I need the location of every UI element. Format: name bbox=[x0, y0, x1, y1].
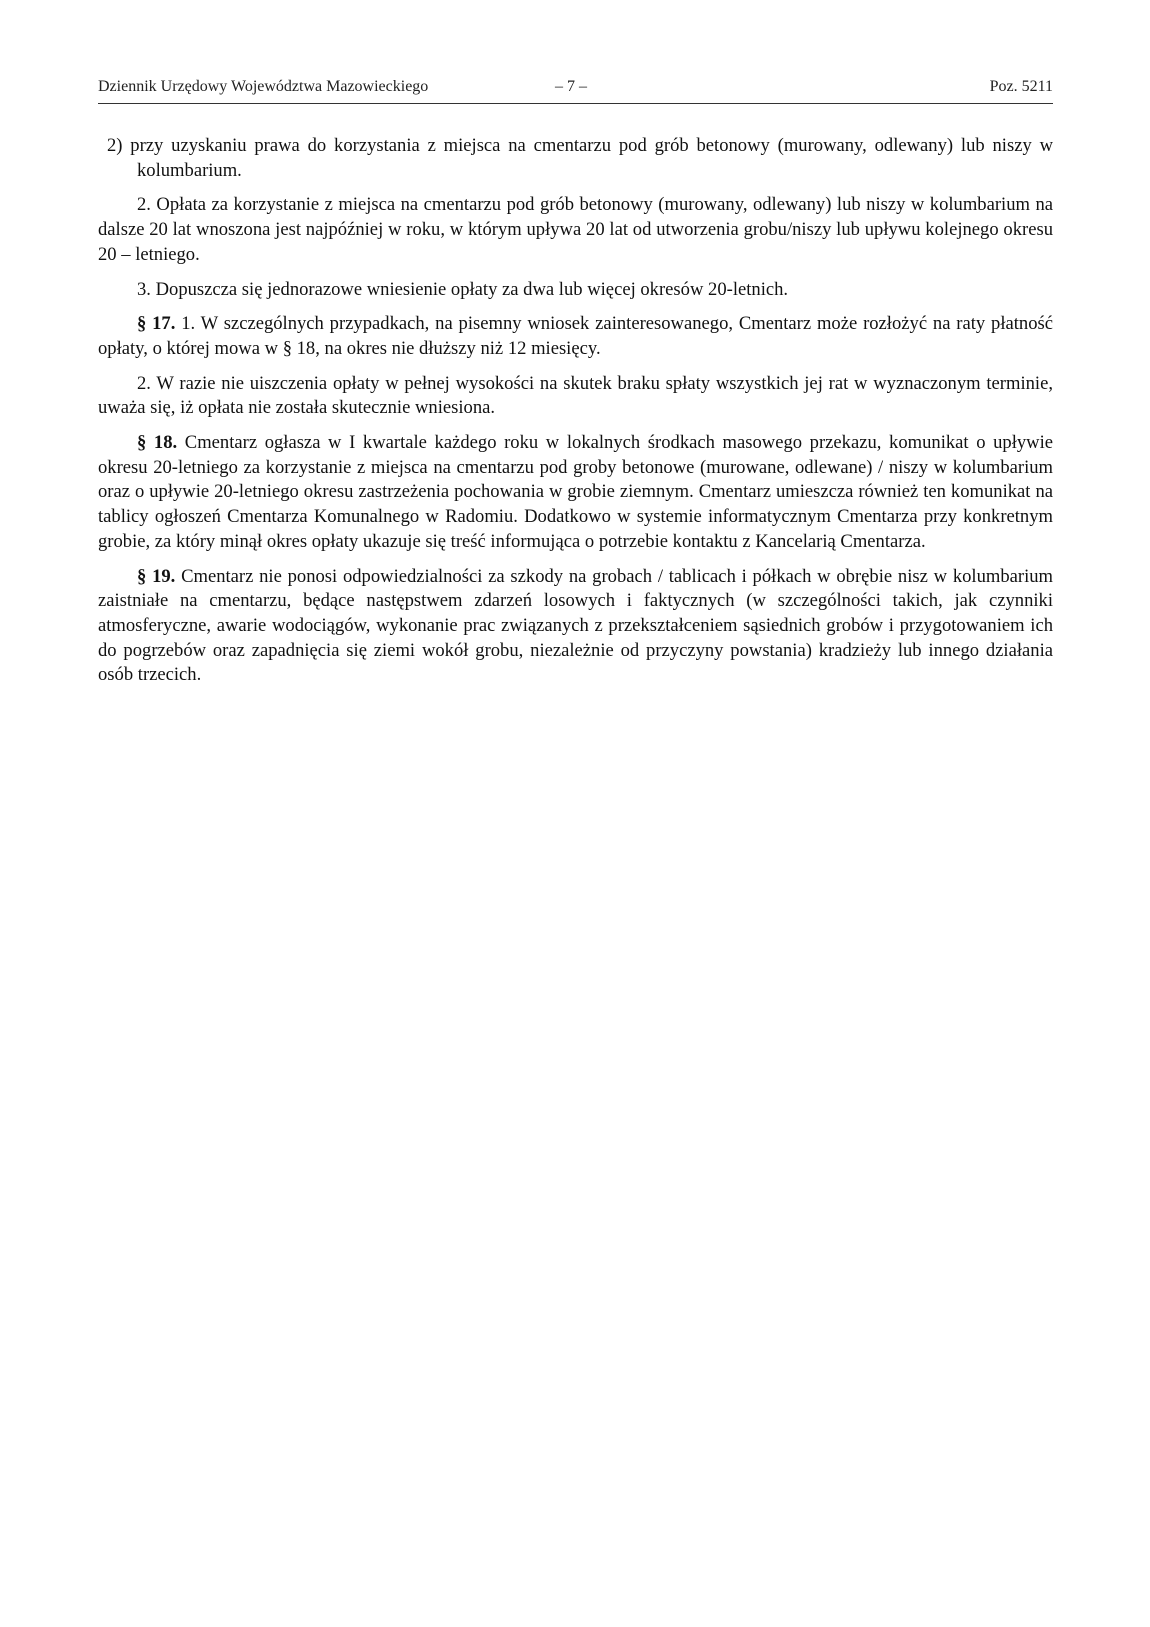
section-19-text: Cmentarz nie ponosi odpowiedzialności za szkody na grobach / tablicach i półkach w obrębie nisz w kolumbarium zaistniałe na cmentarzu, będące następstwem zdarzeń losowych i faktycznych (w szczególności takich, jak czynniki atmosferyczne, awarie wodociągów, wykonanie prac związanych z przekształceniem sąsiednich grobów i przygotowaniem ich do pogrzebów oraz zapadnięcia się ziemi wokół grobu, niezależnie od przyczyny powstania) kradzieży lub innego działania osób trzecich. bbox=[98, 565, 1054, 686]
section-17-label: § 17. bbox=[137, 313, 176, 335]
paragraph-16-2: 2. Opłata za korzystanie z miejsca na cmentarzu pod grób betonowy (murowany, odlewany) lub niszy w kolumbarium na dalsze 20 lat wnoszona jest najpóźniej w roku, w którym upływa 20 lat od utworzenia grobu/niszy lub upływu kolejnego okresu 20 – letniego. bbox=[98, 194, 1053, 265]
document-body bbox=[98, 134, 1053, 698]
list-item-2: 2) przy uzyskaniu prawa do korzystania z miejsca na cmentarzu pod grób betonowy (murowany, odlewany) lub niszy w kolumbarium. bbox=[107, 135, 1053, 181]
page-number: – 7 – bbox=[555, 78, 587, 95]
journal-title: Dziennik Urzędowy Województwa Mazowieckiego bbox=[98, 78, 429, 95]
section-18-text: Cmentarz ogłasza w I kwartale każdego roku w lokalnych środkach masowego przekazu, komunikat o upływie okresu 20-letniego za korzystanie z miejsca na cmentarzu pod groby betonowe (murowane, odlewane) / niszy w kolumbarium oraz o upływie 20-letniego okresu zastrzeżenia pochowania w grobie ziemnym. Cmentarz umieszcza również ten komunikat na tablicy ogłoszeń Cmentarza Komunalnego w Radomiu. Dodatkowo w systemie informatycznym Cmentarza przy konkretnym grobie, za który minął okres opłaty ukazuje się treść informująca o potrzebie kontaktu z Kancelarią Cmentarza. bbox=[98, 432, 1054, 552]
page-header bbox=[98, 78, 1053, 104]
paragraph-16-3: 3. Dopuszcza się jednorazowe wniesienie opłaty za dwa lub więcej okresów 20-letnich. bbox=[137, 278, 789, 300]
section-19-paragraph bbox=[98, 565, 1053, 689]
header-rule bbox=[98, 103, 1053, 104]
section-18-label: § 18. bbox=[137, 432, 178, 454]
section-18-paragraph bbox=[98, 431, 1053, 555]
section-17-1-text: 1. W szczególnych przypadkach, na pisemny wniosek zainteresowanego, Cmentarz może rozłożyć na raty płatność opłaty, o której mowa w § 18, na okres nie dłuższy niż 12 miesięcy. bbox=[98, 313, 1053, 359]
section-17-paragraph-1 bbox=[98, 312, 1053, 361]
section-19-label: § 19. bbox=[137, 565, 176, 587]
section-17-paragraph-2: 2. W razie nie uiszczenia opłaty w pełnej wysokości na skutek braku spłaty wszystkich jej rat w wyznaczonym terminie, uważa się, iż opłata nie została skutecznie wniesiona. bbox=[98, 372, 1053, 419]
position-number: Poz. 5211 bbox=[989, 78, 1053, 95]
